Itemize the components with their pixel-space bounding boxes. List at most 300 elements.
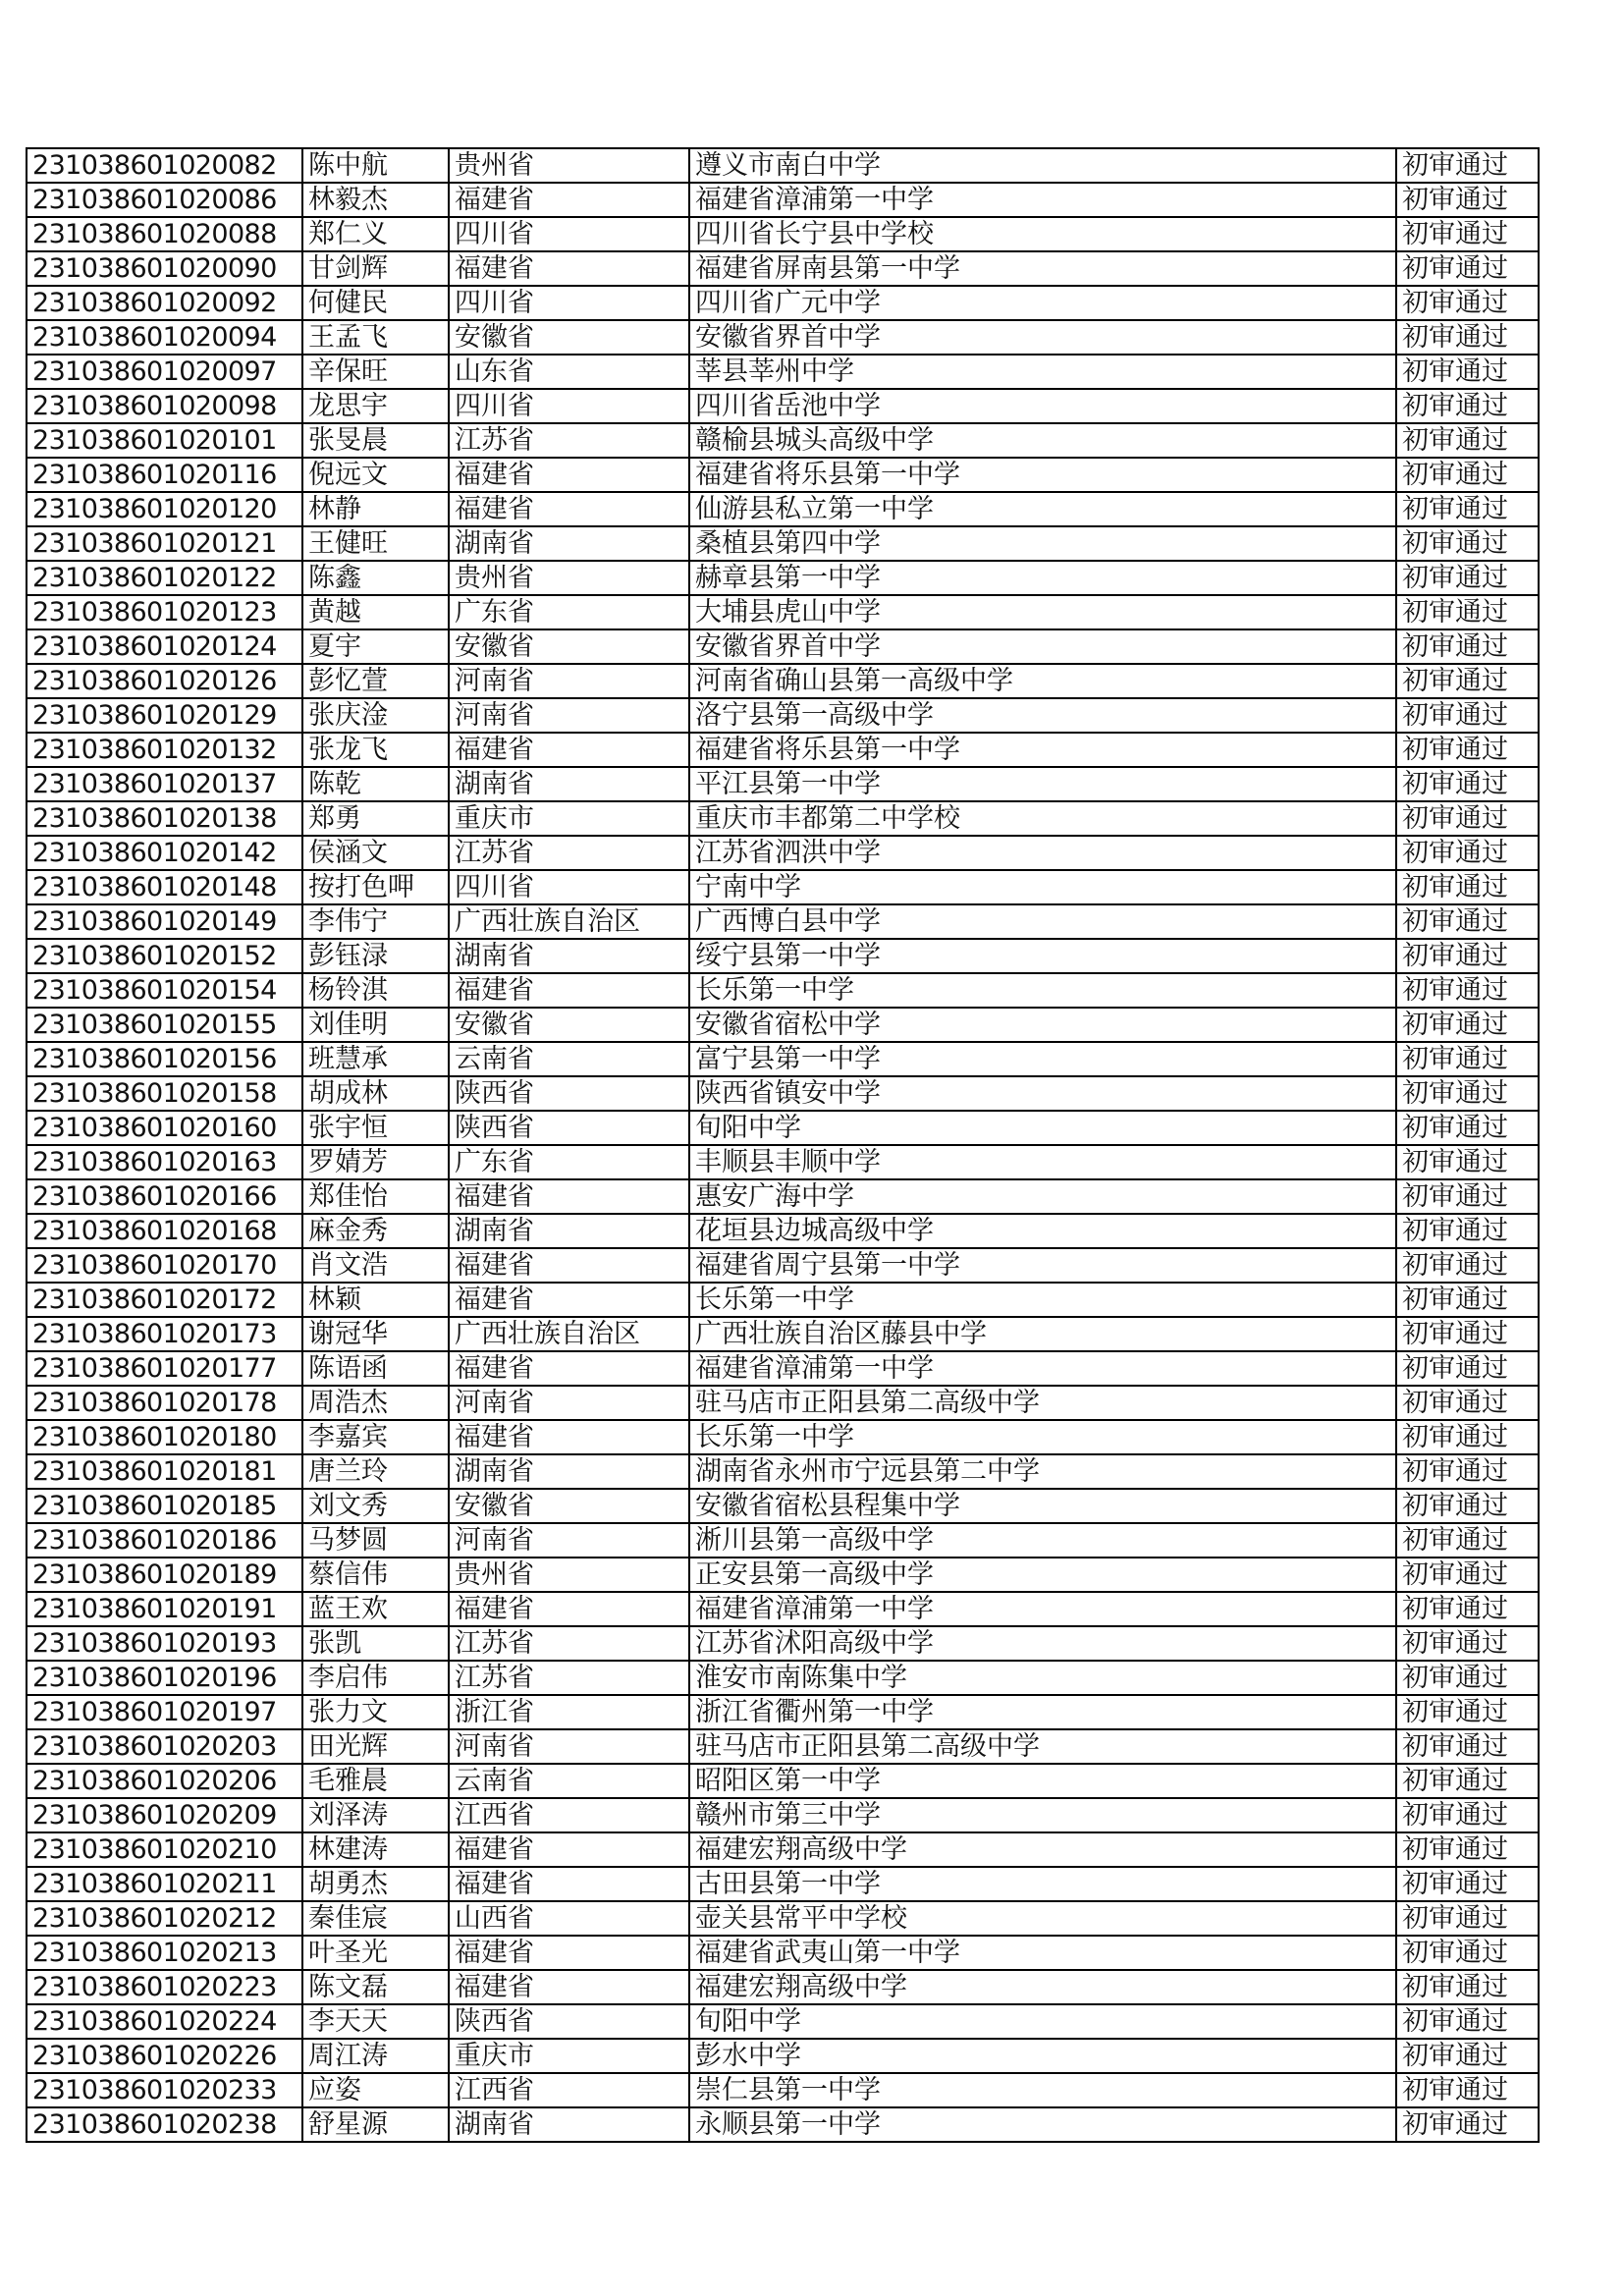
- candidate-name-cell: 应姿: [302, 2073, 449, 2107]
- province-cell: 陕西省: [449, 2004, 689, 2039]
- status-cell: 初审通过: [1396, 801, 1539, 836]
- candidate-name-cell: 侯涵文: [302, 836, 449, 870]
- province-cell: 福建省: [449, 1936, 689, 1970]
- candidate-name-cell: 蔡信伟: [302, 1558, 449, 1592]
- candidate-id-cell: 231038601020123: [27, 595, 302, 629]
- province-cell: 山西省: [449, 1901, 689, 1936]
- table-row: [27, 733, 1539, 767]
- province-cell: 四川省: [449, 217, 689, 251]
- school-cell: 湖南省永州市宁远县第二中学: [689, 1454, 1396, 1489]
- status-cell: 初审通过: [1396, 320, 1539, 355]
- province-cell: 安徽省: [449, 1489, 689, 1523]
- status-cell: 初审通过: [1396, 526, 1539, 561]
- status-cell: 初审通过: [1396, 148, 1539, 183]
- candidate-id-cell: 231038601020098: [27, 389, 302, 423]
- school-cell: 浙江省衢州第一中学: [689, 1695, 1396, 1729]
- province-cell: 云南省: [449, 1764, 689, 1798]
- candidate-id-cell: 231038601020142: [27, 836, 302, 870]
- school-cell: 平江县第一中学: [689, 767, 1396, 801]
- school-cell: 福建宏翔高级中学: [689, 1970, 1396, 2004]
- province-cell: 安徽省: [449, 320, 689, 355]
- candidate-id-cell: 231038601020097: [27, 355, 302, 389]
- status-cell: 初审通过: [1396, 1008, 1539, 1042]
- table-row: [27, 1626, 1539, 1661]
- school-cell: 桑植县第四中学: [689, 526, 1396, 561]
- table-row: [27, 217, 1539, 251]
- table-row: [27, 1867, 1539, 1901]
- school-cell: 广西博白县中学: [689, 904, 1396, 939]
- candidate-name-cell: 林毅杰: [302, 183, 449, 217]
- status-cell: 初审通过: [1396, 2004, 1539, 2039]
- candidate-id-cell: 231038601020226: [27, 2039, 302, 2073]
- candidate-name-cell: 陈鑫: [302, 561, 449, 595]
- candidate-name-cell: 林静: [302, 492, 449, 526]
- status-cell: 初审通过: [1396, 217, 1539, 251]
- status-cell: 初审通过: [1396, 1317, 1539, 1351]
- status-cell: 初审通过: [1396, 1248, 1539, 1283]
- status-cell: 初审通过: [1396, 1798, 1539, 1832]
- candidate-name-cell: 甘剑辉: [302, 251, 449, 286]
- status-cell: 初审通过: [1396, 1729, 1539, 1764]
- candidate-id-cell: 231038601020090: [27, 251, 302, 286]
- table-row: [27, 251, 1539, 286]
- candidate-id-cell: 231038601020181: [27, 1454, 302, 1489]
- candidate-id-cell: 231038601020124: [27, 629, 302, 664]
- candidate-id-cell: 231038601020206: [27, 1764, 302, 1798]
- school-cell: 安徽省宿松中学: [689, 1008, 1396, 1042]
- candidate-id-cell: 231038601020116: [27, 458, 302, 492]
- table-row: [27, 1592, 1539, 1626]
- table-row: [27, 1317, 1539, 1351]
- candidate-name-cell: 刘佳明: [302, 1008, 449, 1042]
- table-row: [27, 492, 1539, 526]
- status-cell: 初审通过: [1396, 2107, 1539, 2142]
- candidate-id-cell: 231038601020154: [27, 973, 302, 1008]
- status-cell: 初审通过: [1396, 1386, 1539, 1420]
- school-cell: 洛宁县第一高级中学: [689, 698, 1396, 733]
- candidate-name-cell: 陈语函: [302, 1351, 449, 1386]
- province-cell: 湖南省: [449, 939, 689, 973]
- status-cell: 初审通过: [1396, 1558, 1539, 1592]
- province-cell: 福建省: [449, 733, 689, 767]
- candidate-id-cell: 231038601020233: [27, 2073, 302, 2107]
- status-cell: 初审通过: [1396, 1695, 1539, 1729]
- candidate-name-cell: 周浩杰: [302, 1386, 449, 1420]
- candidate-id-cell: 231038601020148: [27, 870, 302, 904]
- candidate-id-cell: 231038601020155: [27, 1008, 302, 1042]
- school-cell: 丰顺县丰顺中学: [689, 1145, 1396, 1179]
- candidate-name-cell: 黄越: [302, 595, 449, 629]
- status-cell: 初审通过: [1396, 870, 1539, 904]
- table-row: [27, 1695, 1539, 1729]
- school-cell: 古田县第一中学: [689, 1867, 1396, 1901]
- school-cell: 崇仁县第一中学: [689, 2073, 1396, 2107]
- candidate-name-cell: 胡勇杰: [302, 1867, 449, 1901]
- candidate-name-cell: 郑仁义: [302, 217, 449, 251]
- candidate-id-cell: 231038601020170: [27, 1248, 302, 1283]
- applicant-table: [26, 147, 1540, 2143]
- table-row: [27, 1523, 1539, 1558]
- table-row: [27, 2039, 1539, 2073]
- status-cell: 初审通过: [1396, 733, 1539, 767]
- candidate-id-cell: 231038601020082: [27, 148, 302, 183]
- status-cell: 初审通过: [1396, 423, 1539, 458]
- candidate-name-cell: 郑勇: [302, 801, 449, 836]
- province-cell: 山东省: [449, 355, 689, 389]
- status-cell: 初审通过: [1396, 939, 1539, 973]
- candidate-id-cell: 231038601020092: [27, 286, 302, 320]
- school-cell: 正安县第一高级中学: [689, 1558, 1396, 1592]
- candidate-id-cell: 231038601020196: [27, 1661, 302, 1695]
- candidate-name-cell: 刘泽涛: [302, 1798, 449, 1832]
- status-cell: 初审通过: [1396, 698, 1539, 733]
- candidate-name-cell: 张宇恒: [302, 1111, 449, 1145]
- school-cell: 大埔县虎山中学: [689, 595, 1396, 629]
- candidate-name-cell: 龙思宇: [302, 389, 449, 423]
- candidate-id-cell: 231038601020224: [27, 2004, 302, 2039]
- candidate-name-cell: 周江涛: [302, 2039, 449, 2073]
- school-cell: 赣州市第三中学: [689, 1798, 1396, 1832]
- candidate-id-cell: 231038601020210: [27, 1832, 302, 1867]
- candidate-id-cell: 231038601020238: [27, 2107, 302, 2142]
- table-row: [27, 458, 1539, 492]
- province-cell: 湖南省: [449, 1214, 689, 1248]
- candidate-id-cell: 231038601020166: [27, 1179, 302, 1214]
- candidate-id-cell: 231038601020122: [27, 561, 302, 595]
- province-cell: 福建省: [449, 183, 689, 217]
- table-row: [27, 973, 1539, 1008]
- candidate-name-cell: 夏宇: [302, 629, 449, 664]
- candidate-name-cell: 肖文浩: [302, 1248, 449, 1283]
- candidate-name-cell: 李伟宁: [302, 904, 449, 939]
- school-cell: 广西壮族自治区藤县中学: [689, 1317, 1396, 1351]
- candidate-id-cell: 231038601020209: [27, 1798, 302, 1832]
- table-row: [27, 939, 1539, 973]
- province-cell: 福建省: [449, 1283, 689, 1317]
- table-row: [27, 1936, 1539, 1970]
- table-row: [27, 1729, 1539, 1764]
- table-row: [27, 526, 1539, 561]
- status-cell: 初审通过: [1396, 1489, 1539, 1523]
- table-row: [27, 1970, 1539, 2004]
- school-cell: 长乐第一中学: [689, 1420, 1396, 1454]
- province-cell: 福建省: [449, 973, 689, 1008]
- candidate-name-cell: 林建涛: [302, 1832, 449, 1867]
- candidate-name-cell: 李嘉宾: [302, 1420, 449, 1454]
- province-cell: 福建省: [449, 251, 689, 286]
- school-cell: 四川省长宁县中学校: [689, 217, 1396, 251]
- school-cell: 四川省广元中学: [689, 286, 1396, 320]
- table-row: [27, 286, 1539, 320]
- status-cell: 初审通过: [1396, 1076, 1539, 1111]
- school-cell: 富宁县第一中学: [689, 1042, 1396, 1076]
- status-cell: 初审通过: [1396, 1661, 1539, 1695]
- school-cell: 福建省屏南县第一中学: [689, 251, 1396, 286]
- candidate-name-cell: 毛雅晨: [302, 1764, 449, 1798]
- candidate-id-cell: 231038601020173: [27, 1317, 302, 1351]
- candidate-id-cell: 231038601020126: [27, 664, 302, 698]
- table-row: [27, 320, 1539, 355]
- table-row: [27, 561, 1539, 595]
- candidate-name-cell: 按打色呷: [302, 870, 449, 904]
- province-cell: 广东省: [449, 595, 689, 629]
- table-row: [27, 1558, 1539, 1592]
- province-cell: 湖南省: [449, 1454, 689, 1489]
- table-row: [27, 1386, 1539, 1420]
- province-cell: 福建省: [449, 1351, 689, 1386]
- school-cell: 江苏省泗洪中学: [689, 836, 1396, 870]
- province-cell: 重庆市: [449, 2039, 689, 2073]
- status-cell: 初审通过: [1396, 1454, 1539, 1489]
- candidate-id-cell: 231038601020193: [27, 1626, 302, 1661]
- candidate-name-cell: 林颖: [302, 1283, 449, 1317]
- table-row: [27, 1661, 1539, 1695]
- province-cell: 贵州省: [449, 1558, 689, 1592]
- status-cell: 初审通过: [1396, 251, 1539, 286]
- province-cell: 广西壮族自治区: [449, 1317, 689, 1351]
- school-cell: 旬阳中学: [689, 1111, 1396, 1145]
- candidate-id-cell: 231038601020101: [27, 423, 302, 458]
- school-cell: 驻马店市正阳县第二高级中学: [689, 1729, 1396, 1764]
- candidate-name-cell: 张力文: [302, 1695, 449, 1729]
- province-cell: 广西壮族自治区: [449, 904, 689, 939]
- candidate-name-cell: 班慧承: [302, 1042, 449, 1076]
- province-cell: 福建省: [449, 458, 689, 492]
- table-row: [27, 1179, 1539, 1214]
- school-cell: 彭水中学: [689, 2039, 1396, 2073]
- table-row: [27, 870, 1539, 904]
- province-cell: 湖南省: [449, 2107, 689, 2142]
- province-cell: 重庆市: [449, 801, 689, 836]
- province-cell: 江苏省: [449, 836, 689, 870]
- table-row: [27, 1901, 1539, 1936]
- province-cell: 河南省: [449, 1523, 689, 1558]
- candidate-id-cell: 231038601020158: [27, 1076, 302, 1111]
- province-cell: 福建省: [449, 492, 689, 526]
- school-cell: 福建省武夷山第一中学: [689, 1936, 1396, 1970]
- table-row: [27, 2004, 1539, 2039]
- candidate-name-cell: 叶圣光: [302, 1936, 449, 1970]
- school-cell: 江苏省沭阳高级中学: [689, 1626, 1396, 1661]
- province-cell: 四川省: [449, 870, 689, 904]
- table-row: [27, 1214, 1539, 1248]
- table-row: [27, 1076, 1539, 1111]
- province-cell: 四川省: [449, 286, 689, 320]
- status-cell: 初审通过: [1396, 389, 1539, 423]
- school-cell: 驻马店市正阳县第二高级中学: [689, 1386, 1396, 1420]
- candidate-name-cell: 陈文磊: [302, 1970, 449, 2004]
- school-cell: 安徽省界首中学: [689, 629, 1396, 664]
- candidate-name-cell: 郑佳怡: [302, 1179, 449, 1214]
- status-cell: 初审通过: [1396, 1145, 1539, 1179]
- status-cell: 初审通过: [1396, 767, 1539, 801]
- candidate-name-cell: 舒星源: [302, 2107, 449, 2142]
- table-row: [27, 1145, 1539, 1179]
- candidate-name-cell: 罗婧芳: [302, 1145, 449, 1179]
- status-cell: 初审通过: [1396, 1523, 1539, 1558]
- table-row: [27, 2107, 1539, 2142]
- candidate-name-cell: 杨铃淇: [302, 973, 449, 1008]
- candidate-name-cell: 陈乾: [302, 767, 449, 801]
- status-cell: 初审通过: [1396, 836, 1539, 870]
- candidate-id-cell: 231038601020149: [27, 904, 302, 939]
- table-row: [27, 1798, 1539, 1832]
- table-row: [27, 664, 1539, 698]
- table-row: [27, 1283, 1539, 1317]
- candidate-name-cell: 陈中航: [302, 148, 449, 183]
- status-cell: 初审通过: [1396, 904, 1539, 939]
- candidate-name-cell: 王孟飞: [302, 320, 449, 355]
- status-cell: 初审通过: [1396, 629, 1539, 664]
- school-cell: 陕西省镇安中学: [689, 1076, 1396, 1111]
- candidate-name-cell: 何健民: [302, 286, 449, 320]
- school-cell: 遵义市南白中学: [689, 148, 1396, 183]
- status-cell: 初审通过: [1396, 492, 1539, 526]
- school-cell: 重庆市丰都第二中学校: [689, 801, 1396, 836]
- province-cell: 云南省: [449, 1042, 689, 1076]
- candidate-name-cell: 唐兰玲: [302, 1454, 449, 1489]
- candidate-name-cell: 彭钰渌: [302, 939, 449, 973]
- province-cell: 福建省: [449, 1970, 689, 2004]
- candidate-name-cell: 辛保旺: [302, 355, 449, 389]
- school-cell: 仙游县私立第一中学: [689, 492, 1396, 526]
- table-row: [27, 1042, 1539, 1076]
- province-cell: 浙江省: [449, 1695, 689, 1729]
- status-cell: 初审通过: [1396, 561, 1539, 595]
- status-cell: 初审通过: [1396, 595, 1539, 629]
- province-cell: 陕西省: [449, 1111, 689, 1145]
- school-cell: 福建省漳浦第一中学: [689, 1592, 1396, 1626]
- province-cell: 河南省: [449, 1729, 689, 1764]
- candidate-name-cell: 刘文秀: [302, 1489, 449, 1523]
- table-row: [27, 1764, 1539, 1798]
- status-cell: 初审通过: [1396, 1214, 1539, 1248]
- table-row: [27, 629, 1539, 664]
- school-cell: 赣榆县城头高级中学: [689, 423, 1396, 458]
- table-row: [27, 836, 1539, 870]
- status-cell: 初审通过: [1396, 1936, 1539, 1970]
- applicant-table-body: [27, 148, 1539, 2142]
- school-cell: 莘县莘州中学: [689, 355, 1396, 389]
- province-cell: 安徽省: [449, 1008, 689, 1042]
- candidate-id-cell: 231038601020094: [27, 320, 302, 355]
- province-cell: 福建省: [449, 1592, 689, 1626]
- province-cell: 河南省: [449, 698, 689, 733]
- candidate-id-cell: 231038601020168: [27, 1214, 302, 1248]
- candidate-id-cell: 231038601020191: [27, 1592, 302, 1626]
- table-row: [27, 1111, 1539, 1145]
- candidate-id-cell: 231038601020160: [27, 1111, 302, 1145]
- status-cell: 初审通过: [1396, 183, 1539, 217]
- province-cell: 安徽省: [449, 629, 689, 664]
- table-row: [27, 423, 1539, 458]
- status-cell: 初审通过: [1396, 1970, 1539, 2004]
- school-cell: 河南省确山县第一高级中学: [689, 664, 1396, 698]
- status-cell: 初审通过: [1396, 973, 1539, 1008]
- candidate-name-cell: 蓝王欢: [302, 1592, 449, 1626]
- candidate-id-cell: 231038601020163: [27, 1145, 302, 1179]
- status-cell: 初审通过: [1396, 1420, 1539, 1454]
- candidate-id-cell: 231038601020211: [27, 1867, 302, 1901]
- candidate-id-cell: 231038601020138: [27, 801, 302, 836]
- table-row: [27, 801, 1539, 836]
- candidate-name-cell: 胡成林: [302, 1076, 449, 1111]
- candidate-name-cell: 彭忆萱: [302, 664, 449, 698]
- province-cell: 陕西省: [449, 1076, 689, 1111]
- candidate-id-cell: 231038601020213: [27, 1936, 302, 1970]
- status-cell: 初审通过: [1396, 664, 1539, 698]
- candidate-name-cell: 王健旺: [302, 526, 449, 561]
- school-cell: 福建省周宁县第一中学: [689, 1248, 1396, 1283]
- candidate-name-cell: 谢冠华: [302, 1317, 449, 1351]
- candidate-id-cell: 231038601020086: [27, 183, 302, 217]
- province-cell: 福建省: [449, 1832, 689, 1867]
- school-cell: 福建省将乐县第一中学: [689, 458, 1396, 492]
- status-cell: 初审通过: [1396, 1626, 1539, 1661]
- province-cell: 江苏省: [449, 1626, 689, 1661]
- table-row: [27, 1489, 1539, 1523]
- candidate-name-cell: 李启伟: [302, 1661, 449, 1695]
- table-row: [27, 595, 1539, 629]
- school-cell: 花垣县边城高级中学: [689, 1214, 1396, 1248]
- table-row: [27, 183, 1539, 217]
- status-cell: 初审通过: [1396, 2039, 1539, 2073]
- province-cell: 福建省: [449, 1248, 689, 1283]
- table-row: [27, 904, 1539, 939]
- school-cell: 赫章县第一中学: [689, 561, 1396, 595]
- status-cell: 初审通过: [1396, 1111, 1539, 1145]
- status-cell: 初审通过: [1396, 1901, 1539, 1936]
- school-cell: 安徽省界首中学: [689, 320, 1396, 355]
- school-cell: 福建省漳浦第一中学: [689, 183, 1396, 217]
- table-row: [27, 1351, 1539, 1386]
- province-cell: 贵州省: [449, 561, 689, 595]
- candidate-name-cell: 张龙飞: [302, 733, 449, 767]
- candidate-id-cell: 231038601020177: [27, 1351, 302, 1386]
- candidate-id-cell: 231038601020180: [27, 1420, 302, 1454]
- province-cell: 河南省: [449, 1386, 689, 1420]
- province-cell: 江苏省: [449, 423, 689, 458]
- candidate-id-cell: 231038601020172: [27, 1283, 302, 1317]
- school-cell: 宁南中学: [689, 870, 1396, 904]
- table-row: [27, 767, 1539, 801]
- province-cell: 贵州省: [449, 148, 689, 183]
- table-row: [27, 1248, 1539, 1283]
- province-cell: 福建省: [449, 1867, 689, 1901]
- school-cell: 旬阳中学: [689, 2004, 1396, 2039]
- candidate-name-cell: 李天天: [302, 2004, 449, 2039]
- status-cell: 初审通过: [1396, 355, 1539, 389]
- table-row: [27, 1008, 1539, 1042]
- province-cell: 福建省: [449, 1420, 689, 1454]
- candidate-name-cell: 倪远文: [302, 458, 449, 492]
- province-cell: 湖南省: [449, 526, 689, 561]
- table-row: [27, 148, 1539, 183]
- candidate-name-cell: 张旻晨: [302, 423, 449, 458]
- candidate-id-cell: 231038601020129: [27, 698, 302, 733]
- school-cell: 长乐第一中学: [689, 1283, 1396, 1317]
- candidate-id-cell: 231038601020137: [27, 767, 302, 801]
- candidate-id-cell: 231038601020152: [27, 939, 302, 973]
- school-cell: 惠安广海中学: [689, 1179, 1396, 1214]
- table-row: [27, 389, 1539, 423]
- school-cell: 淮安市南陈集中学: [689, 1661, 1396, 1695]
- status-cell: 初审通过: [1396, 1867, 1539, 1901]
- candidate-id-cell: 231038601020203: [27, 1729, 302, 1764]
- candidate-id-cell: 231038601020088: [27, 217, 302, 251]
- status-cell: 初审通过: [1396, 1764, 1539, 1798]
- province-cell: 四川省: [449, 389, 689, 423]
